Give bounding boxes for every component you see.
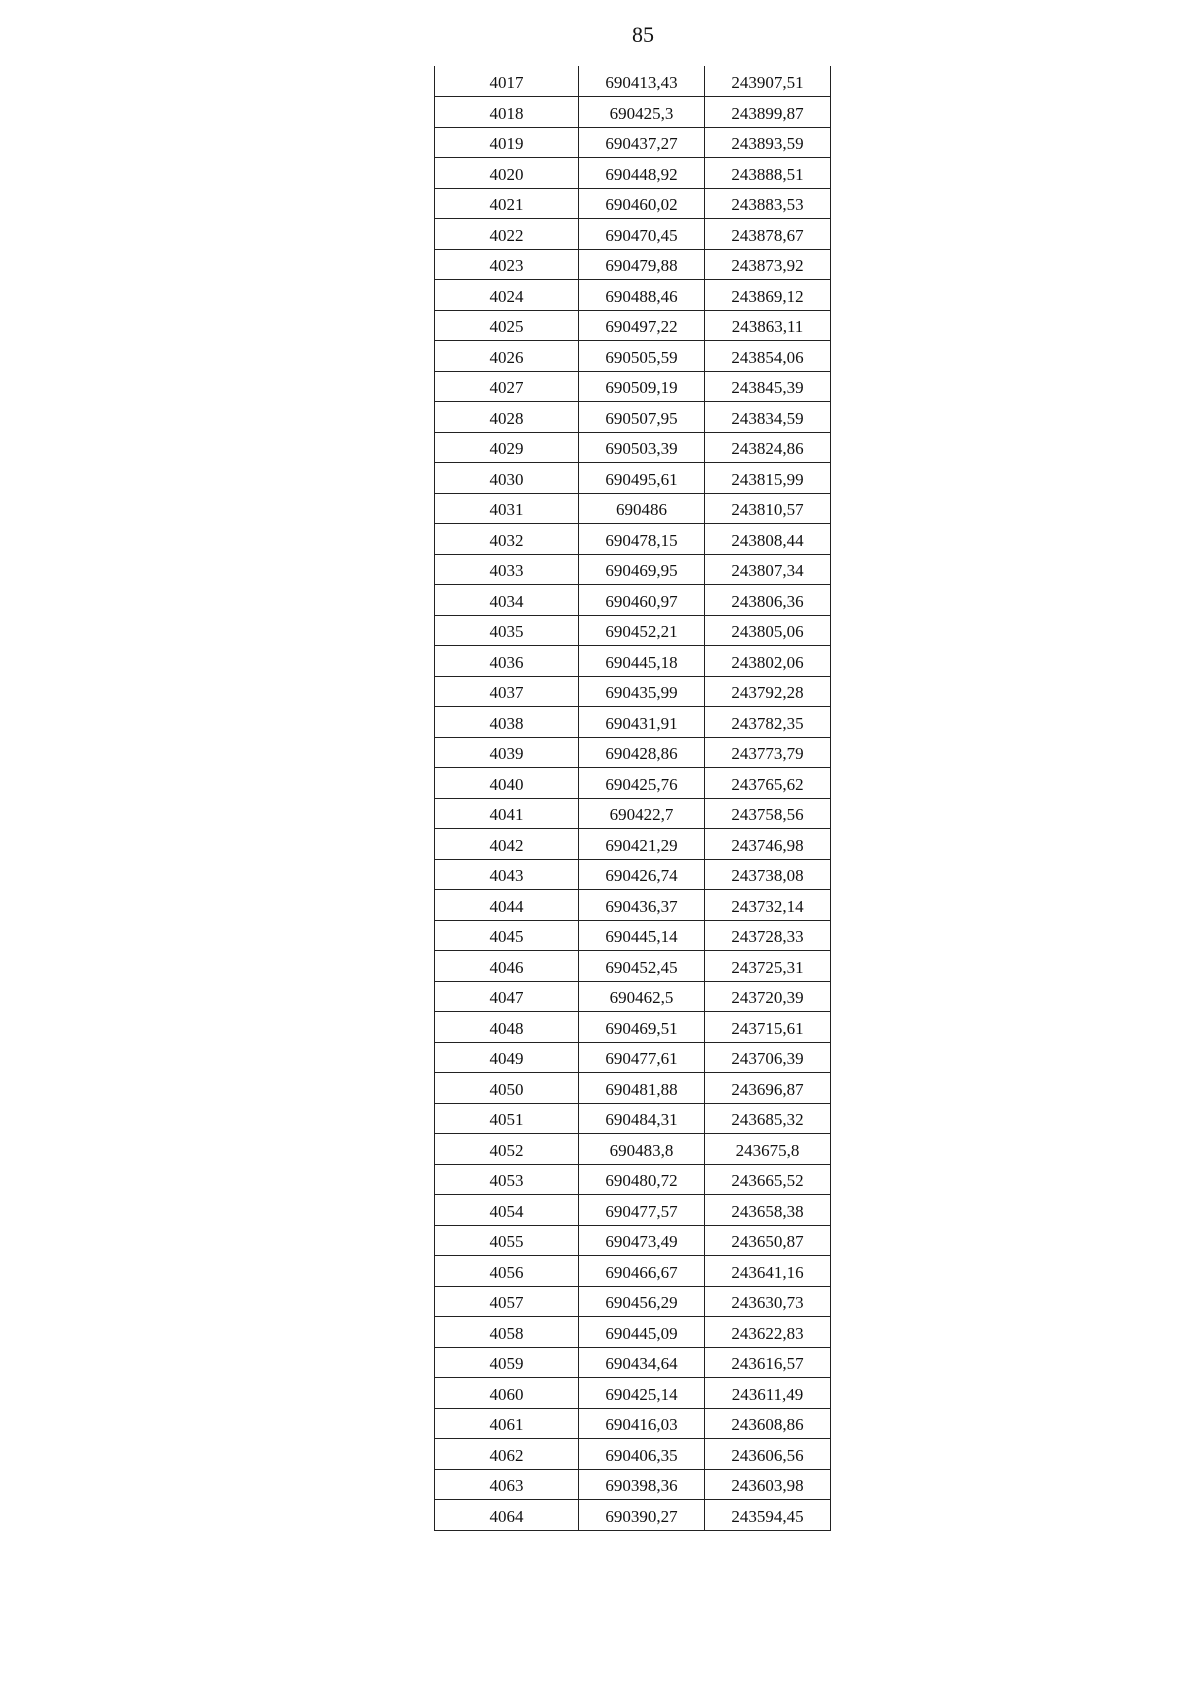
point-number-cell: 4023 xyxy=(435,249,579,280)
y-coordinate-cell: 243893,59 xyxy=(705,127,831,158)
point-number-cell: 4060 xyxy=(435,1378,579,1409)
x-coordinate-cell: 690477,61 xyxy=(579,1042,705,1073)
point-number-cell: 4018 xyxy=(435,97,579,128)
y-coordinate-cell: 243728,33 xyxy=(705,920,831,951)
x-coordinate-cell: 690436,37 xyxy=(579,890,705,921)
x-coordinate-cell: 690480,72 xyxy=(579,1164,705,1195)
x-coordinate-cell: 690470,45 xyxy=(579,219,705,250)
y-coordinate-cell: 243869,12 xyxy=(705,280,831,311)
y-coordinate-cell: 243782,35 xyxy=(705,707,831,738)
table-row xyxy=(435,615,831,646)
table-row xyxy=(435,798,831,829)
table-row xyxy=(435,1408,831,1439)
point-number-cell: 4032 xyxy=(435,524,579,555)
table-row xyxy=(435,97,831,128)
table-row xyxy=(435,920,831,951)
point-number-cell: 4050 xyxy=(435,1073,579,1104)
x-coordinate-cell: 690428,86 xyxy=(579,737,705,768)
point-number-cell: 4058 xyxy=(435,1317,579,1348)
y-coordinate-cell: 243873,92 xyxy=(705,249,831,280)
y-coordinate-cell: 243650,87 xyxy=(705,1225,831,1256)
y-coordinate-cell: 243863,11 xyxy=(705,310,831,341)
x-coordinate-cell: 690445,14 xyxy=(579,920,705,951)
table-row xyxy=(435,127,831,158)
point-number-cell: 4056 xyxy=(435,1256,579,1287)
table-row xyxy=(435,1439,831,1470)
x-coordinate-cell: 690507,95 xyxy=(579,402,705,433)
y-coordinate-cell: 243641,16 xyxy=(705,1256,831,1287)
x-coordinate-cell: 690469,51 xyxy=(579,1012,705,1043)
point-number-cell: 4064 xyxy=(435,1500,579,1531)
point-number-cell: 4021 xyxy=(435,188,579,219)
point-number-cell: 4031 xyxy=(435,493,579,524)
x-coordinate-cell: 690479,88 xyxy=(579,249,705,280)
x-coordinate-cell: 690484,31 xyxy=(579,1103,705,1134)
table-row xyxy=(435,432,831,463)
point-number-cell: 4044 xyxy=(435,890,579,921)
x-coordinate-cell: 690416,03 xyxy=(579,1408,705,1439)
y-coordinate-cell: 243675,8 xyxy=(705,1134,831,1165)
point-number-cell: 4047 xyxy=(435,981,579,1012)
x-coordinate-cell: 690456,29 xyxy=(579,1286,705,1317)
y-coordinate-cell: 243802,06 xyxy=(705,646,831,677)
point-number-cell: 4051 xyxy=(435,1103,579,1134)
y-coordinate-cell: 243854,06 xyxy=(705,341,831,372)
table-row xyxy=(435,158,831,189)
table-row xyxy=(435,188,831,219)
page-number: 85 xyxy=(632,22,654,47)
y-coordinate-cell: 243808,44 xyxy=(705,524,831,555)
coordinates-table xyxy=(434,66,831,1531)
x-coordinate-cell: 690445,09 xyxy=(579,1317,705,1348)
y-coordinate-cell: 243630,73 xyxy=(705,1286,831,1317)
table-row xyxy=(435,1469,831,1500)
y-coordinate-cell: 243603,98 xyxy=(705,1469,831,1500)
point-number-cell: 4053 xyxy=(435,1164,579,1195)
point-number-cell: 4020 xyxy=(435,158,579,189)
y-coordinate-cell: 243824,86 xyxy=(705,432,831,463)
y-coordinate-cell: 243845,39 xyxy=(705,371,831,402)
table-row xyxy=(435,1134,831,1165)
point-number-cell: 4036 xyxy=(435,646,579,677)
x-coordinate-cell: 690437,27 xyxy=(579,127,705,158)
table-row xyxy=(435,1012,831,1043)
y-coordinate-cell: 243758,56 xyxy=(705,798,831,829)
table-row xyxy=(435,1378,831,1409)
x-coordinate-cell: 690421,29 xyxy=(579,829,705,860)
y-coordinate-cell: 243805,06 xyxy=(705,615,831,646)
x-coordinate-cell: 690469,95 xyxy=(579,554,705,585)
x-coordinate-cell: 690473,49 xyxy=(579,1225,705,1256)
y-coordinate-cell: 243658,38 xyxy=(705,1195,831,1226)
x-coordinate-cell: 690509,19 xyxy=(579,371,705,402)
coordinates-table-body xyxy=(435,66,831,1530)
point-number-cell: 4027 xyxy=(435,371,579,402)
x-coordinate-cell: 690483,8 xyxy=(579,1134,705,1165)
table-row xyxy=(435,524,831,555)
y-coordinate-cell: 243834,59 xyxy=(705,402,831,433)
y-coordinate-cell: 243606,56 xyxy=(705,1439,831,1470)
y-coordinate-cell: 243792,28 xyxy=(705,676,831,707)
x-coordinate-cell: 690448,92 xyxy=(579,158,705,189)
point-number-cell: 4033 xyxy=(435,554,579,585)
point-number-cell: 4057 xyxy=(435,1286,579,1317)
table-row xyxy=(435,1073,831,1104)
y-coordinate-cell: 243720,39 xyxy=(705,981,831,1012)
point-number-cell: 4026 xyxy=(435,341,579,372)
point-number-cell: 4049 xyxy=(435,1042,579,1073)
point-number-cell: 4042 xyxy=(435,829,579,860)
x-coordinate-cell: 690486 xyxy=(579,493,705,524)
table-row xyxy=(435,402,831,433)
y-coordinate-cell: 243907,51 xyxy=(705,66,831,97)
table-row xyxy=(435,676,831,707)
point-number-cell: 4029 xyxy=(435,432,579,463)
table-row xyxy=(435,1195,831,1226)
x-coordinate-cell: 690431,91 xyxy=(579,707,705,738)
y-coordinate-cell: 243899,87 xyxy=(705,97,831,128)
table-row xyxy=(435,1164,831,1195)
x-coordinate-cell: 690460,02 xyxy=(579,188,705,219)
x-coordinate-cell: 690478,15 xyxy=(579,524,705,555)
table-row xyxy=(435,951,831,982)
table-row xyxy=(435,737,831,768)
x-coordinate-cell: 690406,35 xyxy=(579,1439,705,1470)
x-coordinate-cell: 690495,61 xyxy=(579,463,705,494)
table-row xyxy=(435,1347,831,1378)
y-coordinate-cell: 243685,32 xyxy=(705,1103,831,1134)
x-coordinate-cell: 690398,36 xyxy=(579,1469,705,1500)
y-coordinate-cell: 243746,98 xyxy=(705,829,831,860)
table-row xyxy=(435,249,831,280)
table-row xyxy=(435,371,831,402)
point-number-cell: 4055 xyxy=(435,1225,579,1256)
table-row xyxy=(435,1225,831,1256)
point-number-cell: 4035 xyxy=(435,615,579,646)
table-row xyxy=(435,1500,831,1531)
y-coordinate-cell: 243611,49 xyxy=(705,1378,831,1409)
table-row xyxy=(435,1317,831,1348)
point-number-cell: 4017 xyxy=(435,66,579,97)
point-number-cell: 4045 xyxy=(435,920,579,951)
table-row xyxy=(435,1103,831,1134)
point-number-cell: 4025 xyxy=(435,310,579,341)
x-coordinate-cell: 690481,88 xyxy=(579,1073,705,1104)
point-number-cell: 4059 xyxy=(435,1347,579,1378)
point-number-cell: 4054 xyxy=(435,1195,579,1226)
x-coordinate-cell: 690425,76 xyxy=(579,768,705,799)
y-coordinate-cell: 243732,14 xyxy=(705,890,831,921)
point-number-cell: 4037 xyxy=(435,676,579,707)
point-number-cell: 4040 xyxy=(435,768,579,799)
x-coordinate-cell: 690425,14 xyxy=(579,1378,705,1409)
point-number-cell: 4022 xyxy=(435,219,579,250)
x-coordinate-cell: 690435,99 xyxy=(579,676,705,707)
table-row xyxy=(435,341,831,372)
y-coordinate-cell: 243883,53 xyxy=(705,188,831,219)
point-number-cell: 4063 xyxy=(435,1469,579,1500)
table-row xyxy=(435,707,831,738)
table-row xyxy=(435,66,831,97)
point-number-cell: 4038 xyxy=(435,707,579,738)
point-number-cell: 4030 xyxy=(435,463,579,494)
table-row xyxy=(435,554,831,585)
x-coordinate-cell: 690477,57 xyxy=(579,1195,705,1226)
point-number-cell: 4062 xyxy=(435,1439,579,1470)
point-number-cell: 4028 xyxy=(435,402,579,433)
y-coordinate-cell: 243622,83 xyxy=(705,1317,831,1348)
point-number-cell: 4061 xyxy=(435,1408,579,1439)
point-number-cell: 4034 xyxy=(435,585,579,616)
point-number-cell: 4048 xyxy=(435,1012,579,1043)
x-coordinate-cell: 690505,59 xyxy=(579,341,705,372)
y-coordinate-cell: 243773,79 xyxy=(705,737,831,768)
x-coordinate-cell: 690460,97 xyxy=(579,585,705,616)
x-coordinate-cell: 690452,21 xyxy=(579,615,705,646)
y-coordinate-cell: 243888,51 xyxy=(705,158,831,189)
y-coordinate-cell: 243806,36 xyxy=(705,585,831,616)
x-coordinate-cell: 690497,22 xyxy=(579,310,705,341)
y-coordinate-cell: 243594,45 xyxy=(705,1500,831,1531)
y-coordinate-cell: 243665,52 xyxy=(705,1164,831,1195)
table-row xyxy=(435,493,831,524)
x-coordinate-cell: 690466,67 xyxy=(579,1256,705,1287)
point-number-cell: 4043 xyxy=(435,859,579,890)
table-row xyxy=(435,829,831,860)
table-row xyxy=(435,280,831,311)
table-row xyxy=(435,981,831,1012)
table-row xyxy=(435,646,831,677)
x-coordinate-cell: 690413,43 xyxy=(579,66,705,97)
y-coordinate-cell: 243715,61 xyxy=(705,1012,831,1043)
point-number-cell: 4041 xyxy=(435,798,579,829)
table-row xyxy=(435,1286,831,1317)
x-coordinate-cell: 690425,3 xyxy=(579,97,705,128)
point-number-cell: 4046 xyxy=(435,951,579,982)
table-row xyxy=(435,219,831,250)
y-coordinate-cell: 243815,99 xyxy=(705,463,831,494)
x-coordinate-cell: 690422,7 xyxy=(579,798,705,829)
table-row xyxy=(435,890,831,921)
y-coordinate-cell: 243608,86 xyxy=(705,1408,831,1439)
table-row xyxy=(435,1256,831,1287)
x-coordinate-cell: 690452,45 xyxy=(579,951,705,982)
y-coordinate-cell: 243706,39 xyxy=(705,1042,831,1073)
table-row xyxy=(435,1042,831,1073)
table-row xyxy=(435,463,831,494)
x-coordinate-cell: 690503,39 xyxy=(579,432,705,463)
point-number-cell: 4039 xyxy=(435,737,579,768)
y-coordinate-cell: 243878,67 xyxy=(705,219,831,250)
x-coordinate-cell: 690426,74 xyxy=(579,859,705,890)
y-coordinate-cell: 243696,87 xyxy=(705,1073,831,1104)
x-coordinate-cell: 690445,18 xyxy=(579,646,705,677)
x-coordinate-cell: 690434,64 xyxy=(579,1347,705,1378)
table-row xyxy=(435,310,831,341)
x-coordinate-cell: 690488,46 xyxy=(579,280,705,311)
point-number-cell: 4019 xyxy=(435,127,579,158)
x-coordinate-cell: 690390,27 xyxy=(579,1500,705,1531)
x-coordinate-cell: 690462,5 xyxy=(579,981,705,1012)
table-row xyxy=(435,768,831,799)
y-coordinate-cell: 243807,34 xyxy=(705,554,831,585)
y-coordinate-cell: 243725,31 xyxy=(705,951,831,982)
point-number-cell: 4052 xyxy=(435,1134,579,1165)
y-coordinate-cell: 243616,57 xyxy=(705,1347,831,1378)
table-row xyxy=(435,859,831,890)
y-coordinate-cell: 243738,08 xyxy=(705,859,831,890)
y-coordinate-cell: 243810,57 xyxy=(705,493,831,524)
table-row xyxy=(435,585,831,616)
y-coordinate-cell: 243765,62 xyxy=(705,768,831,799)
point-number-cell: 4024 xyxy=(435,280,579,311)
